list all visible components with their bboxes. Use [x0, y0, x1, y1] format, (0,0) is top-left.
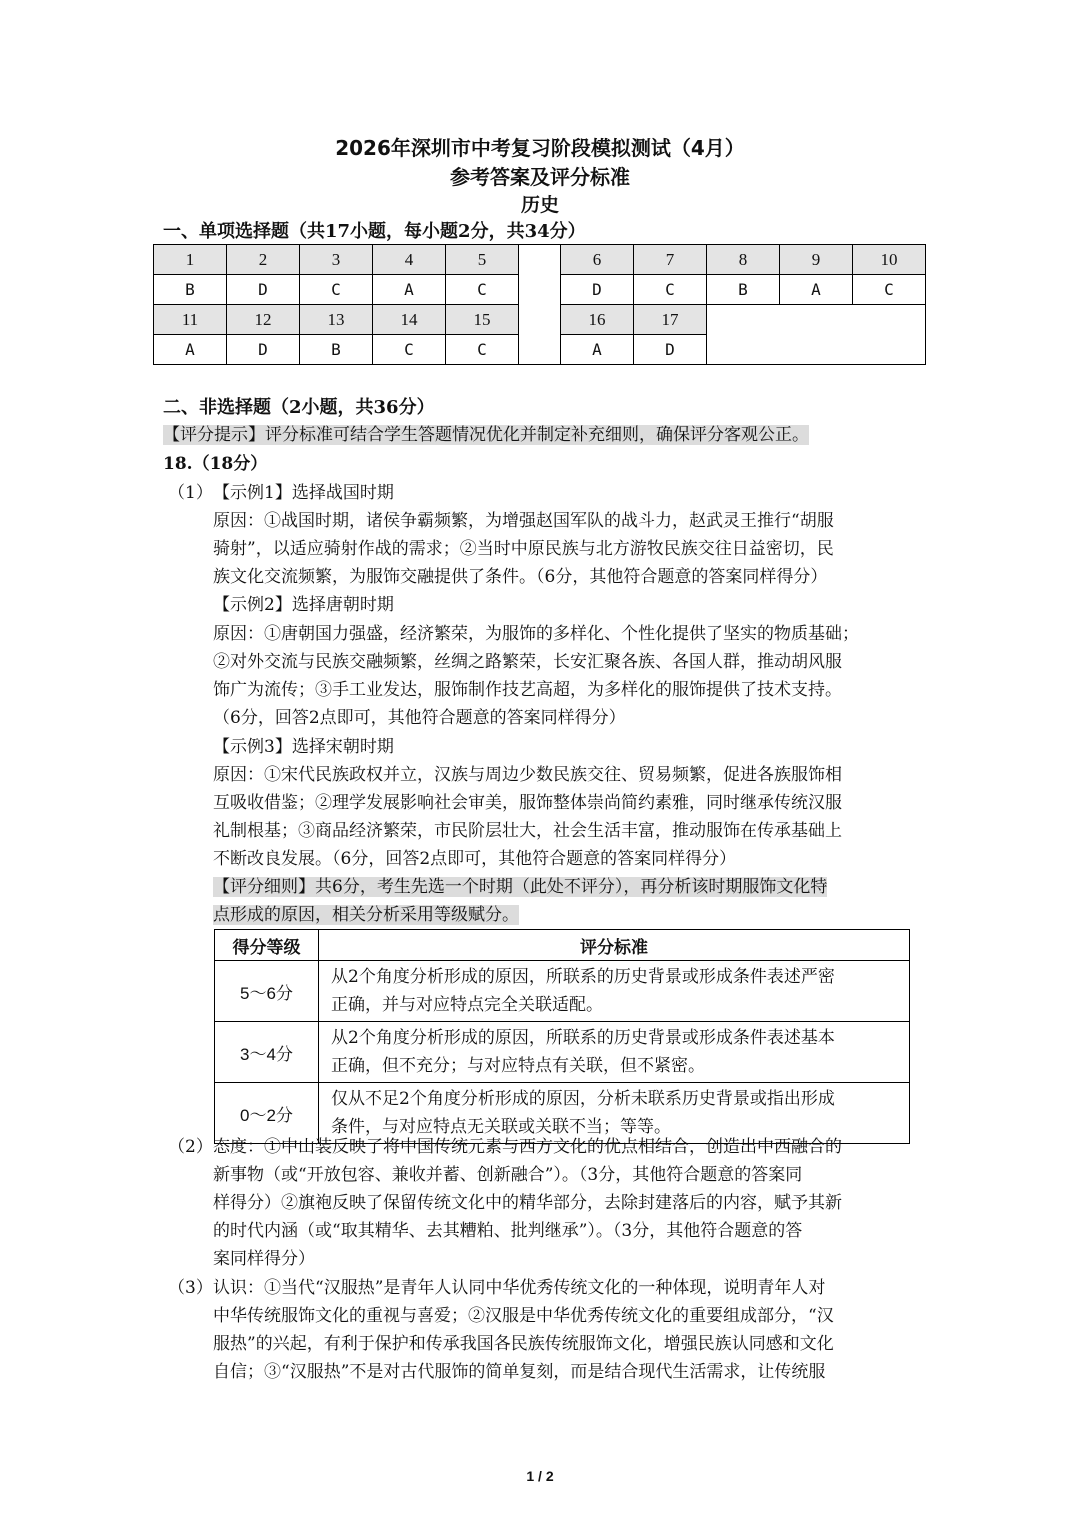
rubric-level: 0～2分 — [215, 1083, 319, 1144]
part3-body — [213, 1274, 834, 1386]
answer-letter: D — [634, 335, 707, 365]
text-line: 自信；③“汉服热”不是对古代服饰的简单复刻，而是结合现代生活需求，让传统服 — [213, 1362, 826, 1382]
exam-subject: 历史 — [520, 194, 559, 216]
text-line: ②对外交流与民族交融频繁，丝绸之路繁荣，长安汇聚各族、各国人群，推动胡风服 — [213, 652, 842, 672]
question-number: 11 — [154, 305, 227, 335]
exam-title: 2026年深圳市中考复习阶段模拟测试（4月） — [335, 136, 745, 160]
example2-body — [213, 620, 859, 732]
answer-letter: C — [853, 275, 926, 305]
rubric-standard — [319, 961, 910, 1022]
question-number: 7 — [634, 245, 707, 275]
q18-heading: 18.（18分） — [163, 454, 268, 474]
example2-title: 【示例2】选择唐朝时期 — [213, 595, 394, 615]
exam-subtitle: 参考答案及评分标准 — [450, 165, 630, 189]
question-number: 17 — [634, 305, 707, 335]
text-line: 礼制根基；③商品经济繁荣，市民阶层壮大，社会生活丰富，推动服饰在传承基础上 — [213, 821, 842, 841]
text-line: 的时代内涵（或“取其精华、去其糟粕、批判继承”）。（3分，其他符合题意的答 — [213, 1221, 803, 1241]
answer-letter: A — [154, 335, 227, 365]
text-line: 正确，但不充分；与对应特点有关联，但不紧密。 — [331, 1056, 705, 1076]
answer-letter: A — [373, 275, 446, 305]
text-line: 条件，与对应特点无关联或关联不当；等等。 — [331, 1117, 671, 1137]
text-line: 正确，并与对应特点完全关联适配。 — [331, 995, 603, 1015]
table-gap — [519, 335, 561, 365]
example1-title: 【示例1】选择战国时期 — [213, 483, 394, 503]
answer-letter: B — [707, 275, 780, 305]
text-line: 案同样得分） — [213, 1249, 315, 1269]
question-number: 6 — [561, 245, 634, 275]
answer-number-row — [154, 245, 926, 275]
answer-table — [153, 244, 926, 365]
question-number: 4 — [373, 245, 446, 275]
rubric-header-row — [215, 930, 910, 961]
text-line: 【评分细则】共6分，考生先选一个时期（此处不评分），再分析该时期服饰文化特 — [213, 877, 828, 897]
part3-label: （3） — [168, 1278, 213, 1298]
example3-title: 【示例3】选择宋朝时期 — [213, 737, 394, 757]
part2-body — [213, 1133, 842, 1273]
answer-number-row — [154, 305, 926, 335]
question-number: 10 — [853, 245, 926, 275]
text-line: 点形成的原因，相关分析采用等级赋分。 — [213, 905, 519, 925]
answer-letter: C — [300, 275, 373, 305]
scoring-tip-text: 【评分提示】评分标准可结合学生答题情况优化并制定补充细则，确保评分客观公正。 — [163, 425, 809, 445]
question-number: 1 — [154, 245, 227, 275]
section2-heading: 二、非选择题（2小题，共36分） — [163, 397, 435, 418]
text-line: 互吸收借鉴；②理学发展影响社会审美，服饰整体崇尚简约素雅，同时继承传统汉服 — [213, 793, 842, 813]
text-line: 态度：①中山装反映了将中国传统元素与西方文化的优点相结合，创造出中西融合的 — [213, 1137, 842, 1157]
answer-letter: D — [227, 275, 300, 305]
text-line: 饰广为流传；③手工业发达，服饰制作技艺高超，为多样化的服饰提供了技术支持。 — [213, 680, 842, 700]
answer-letter: B — [154, 275, 227, 305]
text-line: 原因：①战国时期，诸侯争霸频繁，为增强赵国军队的战斗力，赵武灵王推行“胡服 — [213, 511, 834, 531]
section1-heading: 一、单项选择题（共17小题，每小题2分，共34分） — [163, 221, 586, 242]
rubric-level: 5～6分 — [215, 961, 319, 1022]
rubric-level: 3～4分 — [215, 1022, 319, 1083]
rubric-row — [215, 961, 910, 1022]
rubric-table — [214, 929, 910, 1144]
question-number: 14 — [373, 305, 446, 335]
text-line: 认识：①当代“汉服热”是青年人认同中华优秀传统文化的一种体现，说明青年人对 — [213, 1278, 826, 1298]
question-number: 15 — [446, 305, 519, 335]
text-line: 族文化交流频繁，为服饰交融提供了条件。（6分，其他符合题意的答案同样得分） — [213, 567, 828, 587]
answer-letter: C — [373, 335, 446, 365]
answer-letter: C — [446, 335, 519, 365]
question-number: 3 — [300, 245, 373, 275]
answer-letter: D — [227, 335, 300, 365]
answer-letter: A — [561, 335, 634, 365]
example3-body — [213, 761, 842, 873]
table-gap — [519, 245, 561, 275]
answer-letter: D — [561, 275, 634, 305]
question-number: 2 — [227, 245, 300, 275]
text-line: 骑射”，以适应骑射作战的需求；②当时中原民族与北方游牧民族交往日益密切，民 — [213, 539, 834, 559]
scoring-tip — [163, 421, 809, 449]
answer-letter: B — [300, 335, 373, 365]
answer-letter: C — [446, 275, 519, 305]
answer-letter: A — [780, 275, 853, 305]
example1-body — [213, 507, 834, 591]
text-line: 从2个角度分析形成的原因，所联系的历史背景或形成条件表述严密 — [331, 967, 835, 987]
question-number: 9 — [780, 245, 853, 275]
text-line: 新事物（或“开放包容、兼收并蓄、创新融合”）。（3分，其他符合题意的答案同 — [213, 1165, 803, 1185]
rubric-row — [215, 1022, 910, 1083]
answer-letter-row — [154, 275, 926, 305]
question-number: 12 — [227, 305, 300, 335]
rubric-header-standard: 评分标准 — [319, 930, 910, 961]
text-line: 不断改良发展。（6分，回答2点即可，其他符合题意的答案同样得分） — [213, 849, 737, 869]
part2-label: （2） — [168, 1137, 213, 1157]
question-number: 5 — [446, 245, 519, 275]
rubric-header-level: 得分等级 — [215, 930, 319, 961]
question-number: 16 — [561, 305, 634, 335]
table-gap — [519, 275, 561, 305]
text-line: 仅从不足2个角度分析形成的原因，分析未联系历史背景或指出形成 — [331, 1089, 835, 1109]
text-line: 服热”的兴起，有利于保护和传承我国各民族传统服饰文化，增强民族认同感和文化 — [213, 1334, 834, 1354]
text-line: 样得分）②旗袍反映了保留传统文化中的精华部分，去除封建落后的内容，赋予其新 — [213, 1193, 842, 1213]
empty-cell — [707, 305, 926, 365]
part1-label: （1） — [168, 483, 213, 503]
answer-letter: C — [634, 275, 707, 305]
text-line: 原因：①宋代民族政权并立，汉族与周边少数民族交往、贸易频繁，促进各族服饰相 — [213, 765, 842, 785]
page-number: 1 / 2 — [526, 1468, 554, 1484]
scoring-rules — [213, 873, 827, 929]
text-line: 中华传统服饰文化的重视与喜爱；②汉服是中华优秀传统文化的重要组成部分，“汉 — [213, 1306, 834, 1326]
rubric-standard — [319, 1022, 910, 1083]
table-gap — [519, 305, 561, 335]
text-line: 原因：①唐朝国力强盛，经济繁荣，为服饰的多样化、个性化提供了坚实的物质基础； — [213, 624, 859, 644]
text-line: 从2个角度分析形成的原因，所联系的历史背景或形成条件表述基本 — [331, 1028, 835, 1048]
question-number: 13 — [300, 305, 373, 335]
text-line: （6分，回答2点即可，其他符合题意的答案同样得分） — [213, 708, 626, 728]
question-number: 8 — [707, 245, 780, 275]
